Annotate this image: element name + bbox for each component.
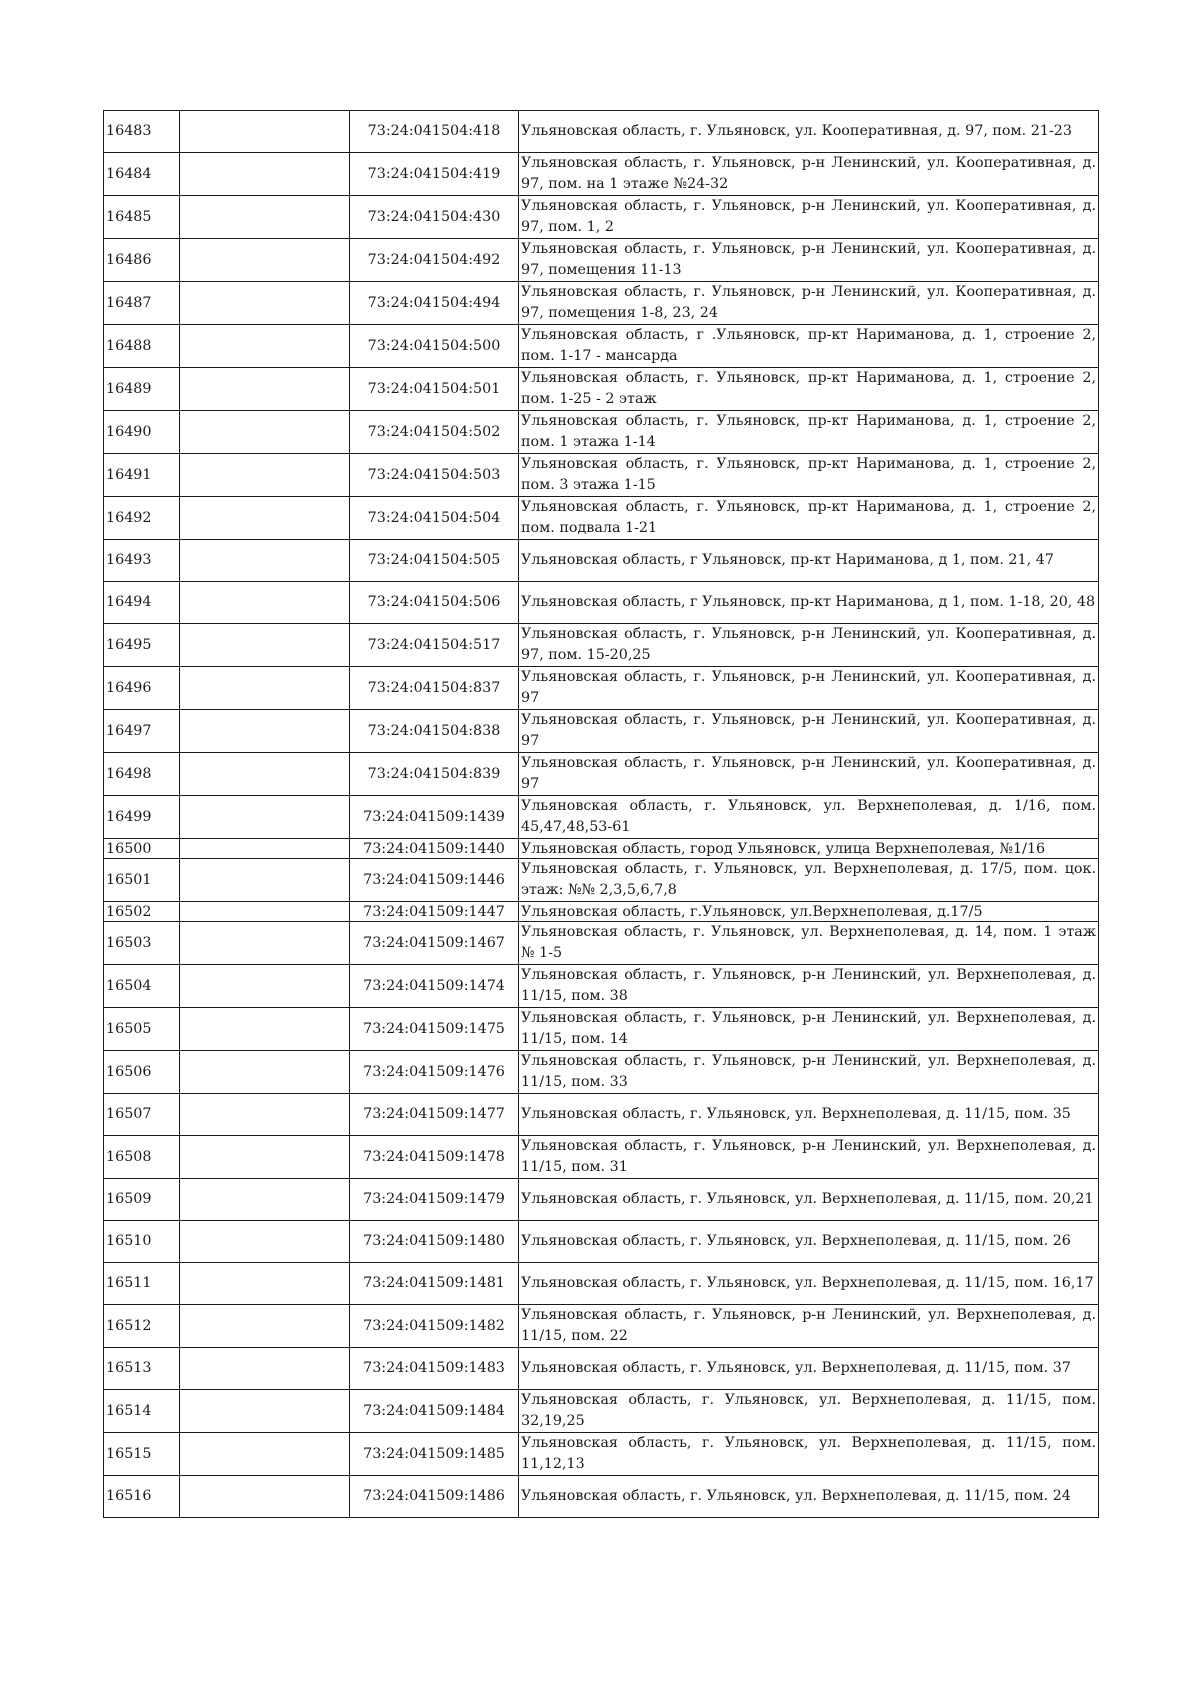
address-cell: Ульяновская область, г. Ульяновск, ул. Верхнеполевая, д. 11/15, пом. 24 [519, 1476, 1099, 1518]
cadastral-number-cell: 73:24:041509:1474 [350, 965, 519, 1008]
address-cell: Ульяновская область, г. Ульяновск, ул. Верхнеполевая, д. 11/15, пом. 32,19,25 [519, 1390, 1099, 1433]
cadastral-number-cell: 73:24:041509:1475 [350, 1008, 519, 1051]
cadastral-number-cell: 73:24:041504:839 [350, 753, 519, 796]
cadastral-number-cell: 73:24:041509:1482 [350, 1305, 519, 1348]
empty-cell [180, 624, 350, 667]
row-number-cell: 16500 [104, 839, 180, 859]
empty-cell [180, 1476, 350, 1518]
address-cell: Ульяновская область, г. Ульяновск, пр-кт Нариманова, д. 1, строение 2, пом. 3 этажа 1-15 [519, 454, 1099, 497]
row-number-cell: 16513 [104, 1348, 180, 1390]
empty-cell [180, 753, 350, 796]
cadastral-number-cell: 73:24:041504:837 [350, 667, 519, 710]
cadastral-number-cell: 73:24:041504:492 [350, 239, 519, 282]
address-cell: Ульяновская область, г Ульяновск, пр-кт Нариманова, д 1, пом. 1-18, 20, 48 [519, 582, 1099, 624]
property-registry-table [103, 110, 1099, 1518]
cadastral-number-cell: 73:24:041504:418 [350, 111, 519, 153]
address-cell: Ульяновская область, г. Ульяновск, р-н Ленинский, ул. Кооперативная, д. 97, пом. 15-20,25 [519, 624, 1099, 667]
cadastral-number-cell: 73:24:041509:1484 [350, 1390, 519, 1433]
row-number-cell: 16494 [104, 582, 180, 624]
cadastral-number-cell: 73:24:041504:494 [350, 282, 519, 325]
row-number-cell: 16487 [104, 282, 180, 325]
row-number-cell: 16485 [104, 196, 180, 239]
table-row [104, 325, 1099, 368]
table-row [104, 1179, 1099, 1221]
empty-cell [180, 1390, 350, 1433]
empty-cell [180, 1136, 350, 1179]
table-row [104, 1348, 1099, 1390]
address-cell: Ульяновская область, г. Ульяновск, ул. Верхнеполевая, д. 11/15, пом. 26 [519, 1221, 1099, 1263]
table-row [104, 667, 1099, 710]
row-number-cell: 16516 [104, 1476, 180, 1518]
cadastral-number-cell: 73:24:041509:1486 [350, 1476, 519, 1518]
row-number-cell: 16484 [104, 153, 180, 196]
cadastral-number-cell: 73:24:041504:430 [350, 196, 519, 239]
cadastral-number-cell: 73:24:041509:1485 [350, 1433, 519, 1476]
cadastral-number-cell: 73:24:041504:504 [350, 497, 519, 540]
cadastral-number-cell: 73:24:041509:1477 [350, 1094, 519, 1136]
empty-cell [180, 922, 350, 965]
empty-cell [180, 902, 350, 922]
table-row [104, 796, 1099, 839]
row-number-cell: 16505 [104, 1008, 180, 1051]
address-cell: Ульяновская область, г. Ульяновск, ул. Кооперативная, д. 97, пом. 21-23 [519, 111, 1099, 153]
address-cell: Ульяновская область, г. Ульяновск, ул. Верхнеполевая, д. 14, пом. 1 этаж № 1-5 [519, 922, 1099, 965]
table-row [104, 1051, 1099, 1094]
cadastral-number-cell: 73:24:041509:1439 [350, 796, 519, 839]
cadastral-number-cell: 73:24:041509:1478 [350, 1136, 519, 1179]
empty-cell [180, 239, 350, 282]
cadastral-number-cell: 73:24:041509:1440 [350, 839, 519, 859]
empty-cell [180, 839, 350, 859]
empty-cell [180, 582, 350, 624]
cadastral-number-cell: 73:24:041509:1467 [350, 922, 519, 965]
empty-cell [180, 1221, 350, 1263]
table-row [104, 1433, 1099, 1476]
address-cell: Ульяновская область, г. Ульяновск, пр-кт Нариманова, д. 1, строение 2, пом. 1 этажа 1-14 [519, 411, 1099, 454]
row-number-cell: 16496 [104, 667, 180, 710]
table-row [104, 859, 1099, 902]
table-row [104, 239, 1099, 282]
row-number-cell: 16504 [104, 965, 180, 1008]
address-cell: Ульяновская область, г. Ульяновск, ул. Верхнеполевая, д. 11/15, пом. 20,21 [519, 1179, 1099, 1221]
cadastral-number-cell: 73:24:041504:500 [350, 325, 519, 368]
table-row [104, 153, 1099, 196]
address-cell: Ульяновская область, г. Ульяновск, р-н Ленинский, ул. Кооперативная, д. 97, помещения 11-13 [519, 239, 1099, 282]
row-number-cell: 16483 [104, 111, 180, 153]
row-number-cell: 16499 [104, 796, 180, 839]
row-number-cell: 16490 [104, 411, 180, 454]
empty-cell [180, 1433, 350, 1476]
address-cell: Ульяновская область, г. Ульяновск, р-н Ленинский, ул. Кооперативная, д. 97 [519, 667, 1099, 710]
row-number-cell: 16512 [104, 1305, 180, 1348]
empty-cell [180, 111, 350, 153]
cadastral-number-cell: 73:24:041509:1481 [350, 1263, 519, 1305]
address-cell: Ульяновская область, г. Ульяновск, ул. Верхнеполевая, д. 11/15, пом. 16,17 [519, 1263, 1099, 1305]
cadastral-number-cell: 73:24:041509:1480 [350, 1221, 519, 1263]
row-number-cell: 16510 [104, 1221, 180, 1263]
address-cell: Ульяновская область, г. Ульяновск, ул. Верхнеполевая, д. 1/16, пом. 45,47,48,53-61 [519, 796, 1099, 839]
table-row [104, 624, 1099, 667]
cadastral-number-cell: 73:24:041509:1483 [350, 1348, 519, 1390]
row-number-cell: 16501 [104, 859, 180, 902]
address-cell: Ульяновская область, г. Ульяновск, ул. Верхнеполевая, д. 11/15, пом. 35 [519, 1094, 1099, 1136]
address-cell: Ульяновская область, г. Ульяновск, р-н Ленинский, ул. Кооперативная, д. 97 [519, 753, 1099, 796]
table-row [104, 497, 1099, 540]
row-number-cell: 16491 [104, 454, 180, 497]
row-number-cell: 16488 [104, 325, 180, 368]
empty-cell [180, 1179, 350, 1221]
address-cell: Ульяновская область, г. Ульяновск, р-н Ленинский, ул. Кооперативная, д. 97, помещения 1-8, 23, 24 [519, 282, 1099, 325]
table-row [104, 1094, 1099, 1136]
row-number-cell: 16493 [104, 540, 180, 582]
empty-cell [180, 667, 350, 710]
cadastral-number-cell: 73:24:041509:1479 [350, 1179, 519, 1221]
address-cell: Ульяновская область, город Ульяновск, улица Верхнеполевая, №1/16 [519, 839, 1099, 859]
table-row [104, 1136, 1099, 1179]
cadastral-number-cell: 73:24:041509:1446 [350, 859, 519, 902]
address-cell: Ульяновская область, г. Ульяновск, р-н Ленинский, ул. Верхнеполевая, д. 11/15, пом. 38 [519, 965, 1099, 1008]
row-number-cell: 16511 [104, 1263, 180, 1305]
empty-cell [180, 454, 350, 497]
cadastral-number-cell: 73:24:041509:1447 [350, 902, 519, 922]
table-row [104, 1008, 1099, 1051]
cadastral-number-cell: 73:24:041504:838 [350, 710, 519, 753]
empty-cell [180, 153, 350, 196]
empty-cell [180, 325, 350, 368]
empty-cell [180, 497, 350, 540]
table-row [104, 753, 1099, 796]
address-cell: Ульяновская область, г. Ульяновск, р-н Ленинский, ул. Верхнеполевая, д. 11/15, пом. 22 [519, 1305, 1099, 1348]
address-cell: Ульяновская область, г. Ульяновск, пр-кт Нариманова, д. 1, строение 2, пом. 1-25 - 2 этаж [519, 368, 1099, 411]
row-number-cell: 16492 [104, 497, 180, 540]
row-number-cell: 16506 [104, 1051, 180, 1094]
row-number-cell: 16495 [104, 624, 180, 667]
row-number-cell: 16509 [104, 1179, 180, 1221]
empty-cell [180, 282, 350, 325]
cadastral-number-cell: 73:24:041504:419 [350, 153, 519, 196]
address-cell: Ульяновская область, г Ульяновск, пр-кт Нариманова, д 1, пом. 21, 47 [519, 540, 1099, 582]
address-cell: Ульяновская область, г.Ульяновск, ул.Верхнеполевая, д.17/5 [519, 902, 1099, 922]
empty-cell [180, 1305, 350, 1348]
empty-cell [180, 411, 350, 454]
empty-cell [180, 1094, 350, 1136]
cadastral-number-cell: 73:24:041509:1476 [350, 1051, 519, 1094]
empty-cell [180, 368, 350, 411]
empty-cell [180, 859, 350, 902]
row-number-cell: 16486 [104, 239, 180, 282]
cadastral-number-cell: 73:24:041504:503 [350, 454, 519, 497]
address-cell: Ульяновская область, г .Ульяновск, пр-кт Нариманова, д. 1, строение 2, пом. 1-17 - мансарда [519, 325, 1099, 368]
address-cell: Ульяновская область, г. Ульяновск, ул. Верхнеполевая, д. 11/15, пом. 37 [519, 1348, 1099, 1390]
cadastral-number-cell: 73:24:041504:505 [350, 540, 519, 582]
address-cell: Ульяновская область, г. Ульяновск, р-н Ленинский, ул. Верхнеполевая, д. 11/15, пом. 31 [519, 1136, 1099, 1179]
table-row [104, 902, 1099, 922]
address-cell: Ульяновская область, г. Ульяновск, р-н Ленинский, ул. Верхнеполевая, д. 11/15, пом. 33 [519, 1051, 1099, 1094]
table-row [104, 454, 1099, 497]
table-row [104, 839, 1099, 859]
row-number-cell: 16514 [104, 1390, 180, 1433]
empty-cell [180, 1348, 350, 1390]
row-number-cell: 16515 [104, 1433, 180, 1476]
empty-cell [180, 710, 350, 753]
table-row [104, 196, 1099, 239]
empty-cell [180, 540, 350, 582]
table-row [104, 282, 1099, 325]
table-row [104, 540, 1099, 582]
table-row [104, 710, 1099, 753]
cadastral-number-cell: 73:24:041504:506 [350, 582, 519, 624]
empty-cell [180, 965, 350, 1008]
address-cell: Ульяновская область, г. Ульяновск, р-н Ленинский, ул. Кооперативная, д. 97, пом. 1, 2 [519, 196, 1099, 239]
table-row [104, 1263, 1099, 1305]
empty-cell [180, 1051, 350, 1094]
table-row [104, 368, 1099, 411]
row-number-cell: 16503 [104, 922, 180, 965]
registry-body [104, 111, 1099, 1518]
address-cell: Ульяновская область, г. Ульяновск, р-н Ленинский, ул. Верхнеполевая, д. 11/15, пом. 14 [519, 1008, 1099, 1051]
table-row [104, 411, 1099, 454]
cadastral-number-cell: 73:24:041504:501 [350, 368, 519, 411]
address-cell: Ульяновская область, г. Ульяновск, ул. Верхнеполевая, д. 17/5, пом. цок. этаж: №№ 2,3,5,6,7,8 [519, 859, 1099, 902]
empty-cell [180, 1008, 350, 1051]
address-cell: Ульяновская область, г. Ульяновск, ул. Верхнеполевая, д. 11/15, пом. 11,12,13 [519, 1433, 1099, 1476]
table-row [104, 111, 1099, 153]
address-cell: Ульяновская область, г. Ульяновск, р-н Ленинский, ул. Кооперативная, д. 97 [519, 710, 1099, 753]
row-number-cell: 16502 [104, 902, 180, 922]
row-number-cell: 16498 [104, 753, 180, 796]
address-cell: Ульяновская область, г. Ульяновск, р-н Ленинский, ул. Кооперативная, д. 97, пом. на 1 этаже №24-32 [519, 153, 1099, 196]
empty-cell [180, 1263, 350, 1305]
table-row [104, 922, 1099, 965]
cadastral-number-cell: 73:24:041504:517 [350, 624, 519, 667]
table-row [104, 1476, 1099, 1518]
table-row [104, 582, 1099, 624]
table-row [104, 1390, 1099, 1433]
row-number-cell: 16507 [104, 1094, 180, 1136]
address-cell: Ульяновская область, г. Ульяновск, пр-кт Нариманова, д. 1, строение 2, пом. подвала 1-21 [519, 497, 1099, 540]
table-row [104, 1305, 1099, 1348]
cadastral-number-cell: 73:24:041504:502 [350, 411, 519, 454]
table-row [104, 965, 1099, 1008]
row-number-cell: 16489 [104, 368, 180, 411]
row-number-cell: 16508 [104, 1136, 180, 1179]
empty-cell [180, 796, 350, 839]
table-row [104, 1221, 1099, 1263]
empty-cell [180, 196, 350, 239]
row-number-cell: 16497 [104, 710, 180, 753]
